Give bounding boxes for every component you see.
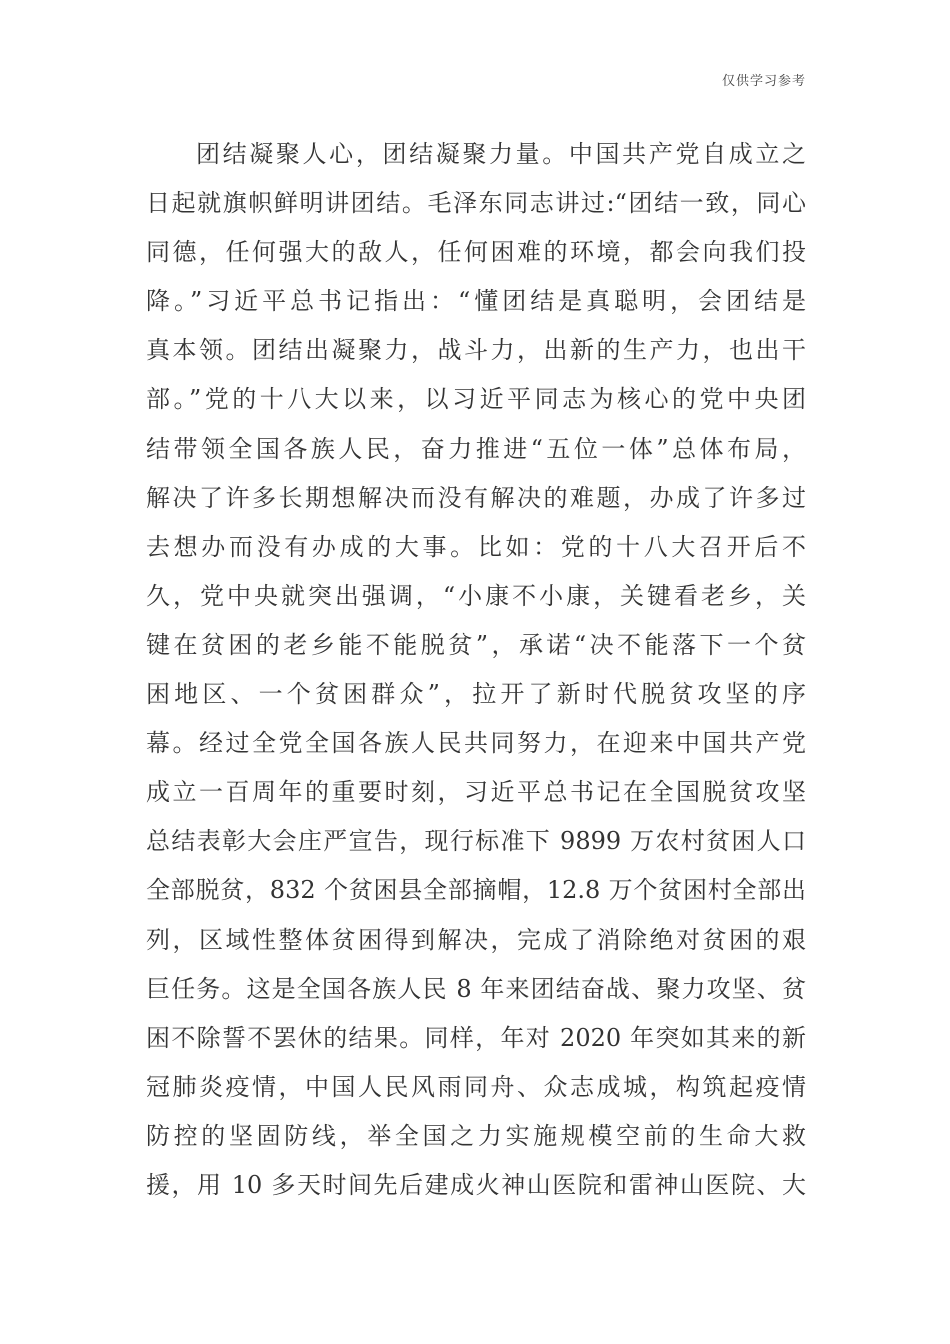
text-line: 日起就旗帜鲜明讲团结。毛泽东同志讲过:“团结一致，同心	[146, 189, 806, 218]
text-line: 全部脱贫，832 个贫困县全部摘帽，12.8 万个贫困村全部出	[146, 876, 806, 905]
body-paragraph	[146, 130, 806, 1210]
text-line: 总结表彰大会庄严宣告，现行标准下 9899 万农村贫困人口	[146, 827, 806, 856]
text-line: 成立一百周年的重要时刻，习近平总书记在全国脱贫攻坚	[146, 778, 806, 807]
text-line: 久，党中央就突出强调，“小康不小康，关键看老乡，关	[146, 581, 806, 610]
text-line: 列，区域性整体贫困得到解决，完成了消除绝对贫困的艰	[146, 925, 806, 954]
text-line: 键在贫困的老乡能不能脱贫”，承诺“决不能落下一个贫	[146, 630, 806, 659]
text-line: 巨任务。这是全国各族人民 8 年来团结奋战、聚力攻坚、贫	[146, 974, 806, 1003]
text-line: 团结凝聚人心，团结凝聚力量。中国共产党自成立之	[196, 140, 806, 168]
text-line: 困地区、一个贫困群众”，拉开了新时代脱贫攻坚的序	[146, 680, 806, 709]
text-line: 解决了许多长期想解决而没有解决的难题，办成了许多过	[146, 483, 806, 512]
text-line: 部。”党的十八大以来，以习近平同志为核心的党中央团	[146, 385, 806, 414]
text-line: 降。”习近平总书记指出：“懂团结是真聪明，会团结是	[146, 287, 806, 316]
text-line: 同德，任何强大的敌人，任何困难的环境，都会向我们投	[146, 238, 806, 267]
text-line: 真本领。团结出凝聚力，战斗力，出新的生产力，也出干	[146, 336, 806, 365]
text-line: 结带领全国各族人民，奋力推进“五位一体”总体布局，	[146, 434, 806, 463]
text-line: 去想办而没有办成的大事。比如：党的十八大召开后不	[146, 532, 806, 561]
text-line: 冠肺炎疫情，中国人民风雨同舟、众志成城，构筑起疫情	[146, 1072, 806, 1101]
text-line: 幕。经过全党全国各族人民共同努力，在迎来中国共产党	[146, 729, 806, 758]
text-line: 防控的坚固防线，举全国之力实施规模空前的生命大救	[146, 1121, 806, 1150]
header-note: 仅供学习参考	[721, 74, 806, 89]
text-line: 困不除誓不罢休的结果。同样，年对 2020 年突如其来的新	[146, 1023, 806, 1052]
text-line: 援，用 10 多天时间先后建成火神山医院和雷神山医院、大	[146, 1170, 806, 1199]
